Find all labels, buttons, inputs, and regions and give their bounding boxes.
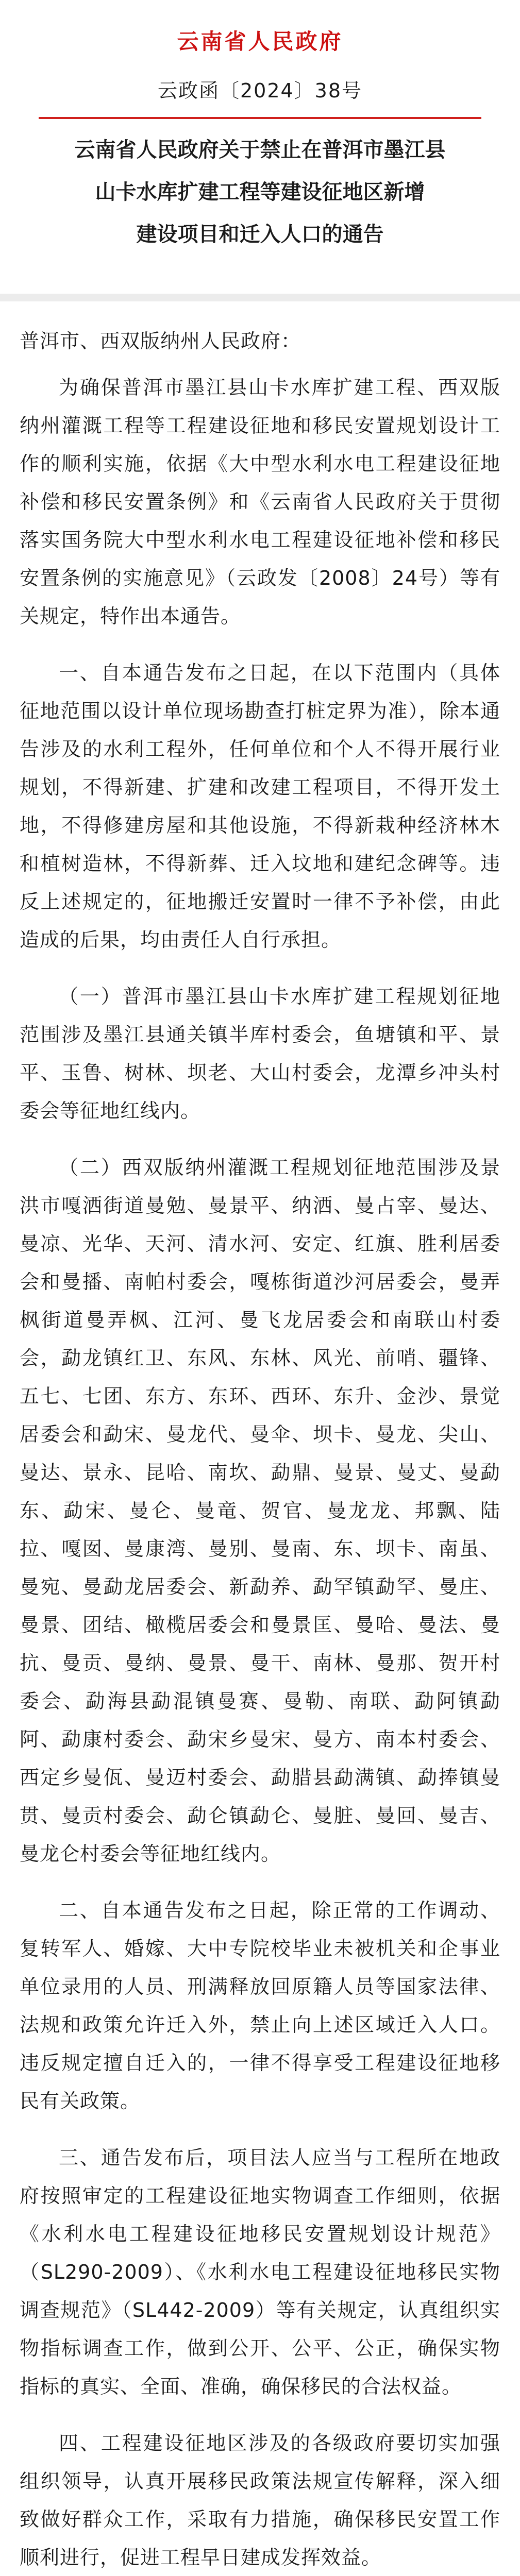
addressee: 普洱市、西双版纳州人民政府： bbox=[20, 330, 301, 352]
body-paragraph: （二）西双版纳州灌溉工程规划征地范围涉及景洪市嘎洒街道曼勉、曼景平、纳洒、曼占宰、曼达、曼凉、光华、天河、清水河、安定、红旗、胜利居委会和曼播、南帕村委会，嘎栋街道沙河居委会，曼弄枫街道曼弄枫、江河、曼飞龙居委会和南联山村委会，勐龙镇红卫、东风、东林、风光、前哨、疆锋、五七、七团、东方、东环、西环、东升、金沙、景觉居委会和勐宋、曼龙代、曼伞、坝卡、曼龙、尖山、曼达、景永、昆哈、南坎、勐鼎、曼景、曼丈、曼勐东、勐宋、曼仑、曼竜、贺官、曼龙龙、邦飘、陆拉、嘎囡、曼康湾、曼别、曼南、东、坝卡、南虽、曼宛、曼勐龙居委会、新勐养、勐罕镇勐罕、曼庄、曼景、团结、橄榄居委会和曼景匡、曼哈、曼法、曼抗、曼贡、曼纳、曼景、曼干、南林、曼那、贺开村委会、勐海县勐混镇曼赛、曼勒、南联、勐阿镇勐阿、勐康村委会、勐宋乡曼宋、曼方、南本村委会、西定乡曼佤、曼迈村委会、勐腊县勐满镇、勐捧镇曼贯、曼贡村委会、勐仑镇勐仑、曼脏、曼回、曼吉、曼龙仑村委会等征地红线内。 bbox=[20, 1156, 500, 1865]
red-separator-line bbox=[39, 117, 481, 119]
body-paragraph: 四、工程建设征地区涉及的各级政府要切实加强组织领导，认真开展移民政策法规宣传解释，深入细致做好群众工作，采取有力措施，确保移民安置工作顺利进行，促进工程早日建成发挥效益。 bbox=[20, 2432, 500, 2569]
notice-title-line: 云南省人民政府关于禁止在普洱市墨江县 bbox=[74, 138, 446, 162]
document-body bbox=[0, 301, 520, 2576]
issuer-title: 云南省人民政府 bbox=[177, 29, 343, 54]
body-paragraph: 为确保普洱市墨江县山卡水库扩建工程、西双版纳州灌溉工程等工程建设征地和移民安置规划设计工作的顺利实施，依据《大中型水利水电工程建设征地补偿和移民安置条例》和《云南省人民政府关于贯彻落实国务院大中型水利水电工程建设征地补偿和移民安置条例的实施意见》（云政发〔2008〕24号）等有关规定，特作出本通告。 bbox=[20, 376, 500, 628]
body-paragraph: 一、自本通告发布之日起，在以下范围内（具体征地范围以设计单位现场勘查打桩定界为准），除本通告涉及的水利工程外，任何单位和个人不得开展行业规划，不得新建、扩建和改建工程项目，不得开发土地，不得修建房屋和其他设施，不得新栽种经济林木和植树造林，不得新葬、迁入坟地和建纪念碑等。违反上述规定的，征地搬迁安置时一律不予补偿，由此造成的后果，均由责任人自行承担。 bbox=[20, 662, 500, 951]
body-content bbox=[20, 301, 500, 2576]
document-number: 云政函〔2024〕38号 bbox=[157, 79, 363, 102]
notice-title-line: 建设项目和迁入人口的通告 bbox=[136, 223, 384, 246]
section-divider bbox=[0, 294, 520, 301]
body-paragraph: （一）普洱市墨江县山卡水库扩建工程规划征地范围涉及墨江县通关镇半库村委会，鱼塘镇和平、景平、玉鲁、树林、坝老、大山村委会，龙潭乡冲头村委会等征地红线内。 bbox=[20, 985, 500, 1122]
notice-title-line: 山卡水库扩建工程等建设征地区新增 bbox=[95, 180, 425, 204]
body-paragraph: 三、通告发布后，项目法人应当与工程所在地政府按照审定的工程建设征地实物调查工作细则，依据《水利水电工程建设征地移民安置规划设计规范》（SL290-2009）、《水利水电工程建设征地移民实物调查规范》（SL442-2009）等有关规定，认真组织实物指标调查工作，做到公开、公平、公正，确保实物指标的真实、全面、准确，确保移民的合法权益。 bbox=[20, 2146, 500, 2398]
document-header bbox=[0, 0, 520, 294]
body-paragraph: 二、自本通告发布之日起，除正常的工作调动、复转军人、婚嫁、大中专院校毕业未被机关和企事业单位录用的人员、刑满释放回原籍人员等国家法律、法规和政策允许迁入外，禁止向上述区域迁入人口。违反规定擅自迁入的，一律不得享受工程建设征地移民有关政策。 bbox=[20, 1899, 500, 2112]
notice-title bbox=[52, 129, 468, 256]
